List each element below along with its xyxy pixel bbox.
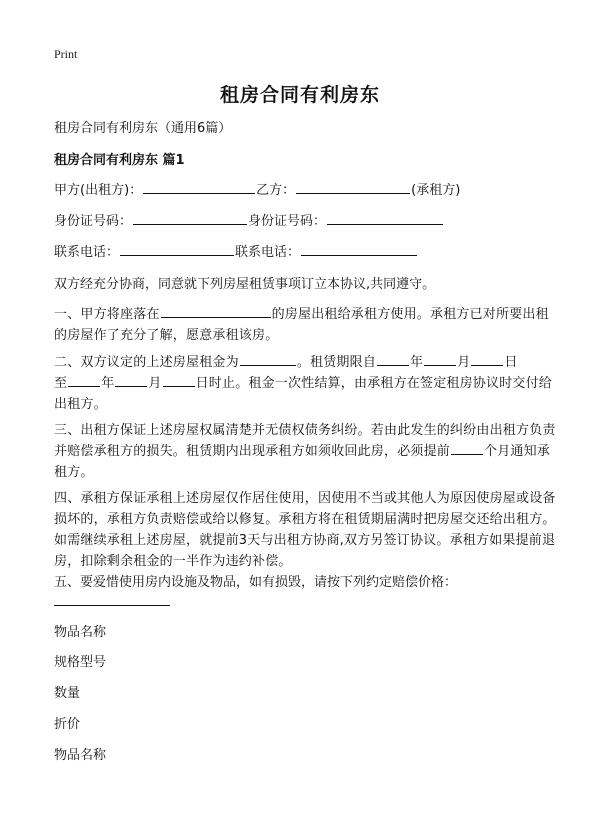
item-label: 物品名称 [54,625,107,640]
print-link[interactable]: Print [54,47,78,61]
year-label-2: 年 [101,376,115,391]
clause-1-part-b: 的房屋出租给承租方使用。承租方已对所要出租的房屋作了充分了解，愿意承租该房。 [54,307,549,343]
id-b-blank [327,211,443,225]
phone-label-a: 联系电话： [54,245,120,260]
rent-blank [240,352,296,366]
section-heading: 租房合同有利房东 篇1 [54,153,185,168]
document-subtitle: 租房合同有利房东（通用6篇） [54,121,232,136]
clause-5: 五、要爱惜使用房内设施及物品，如有损毁，请按下列约定赔偿价格： [54,575,458,590]
phone-a-blank [120,242,234,256]
month-label-1: 月 [457,355,471,370]
end-year-blank [68,373,100,387]
item-label: 数量 [54,686,81,701]
notice-months-blank [451,441,483,455]
id-a-blank [133,211,247,225]
clause-2-part-c: 日时止。租金一次性结算，由承租方在签定租房协议时交付给出租方。 [54,376,553,412]
intro-text: 双方经充分协商，同意就下列房屋租赁事项订立本协议,共同遵守。 [54,277,436,292]
clause-2-part-b: 。租赁期限自 [296,355,377,370]
item-label: 折价 [54,717,81,732]
item-label: 物品名称 [54,748,107,763]
party-b-suffix: (承租方) [411,183,461,198]
to-label: 至 [54,376,68,391]
year-label-1: 年 [410,355,424,370]
clause-3 [54,420,556,483]
phone-b-blank [301,242,417,256]
end-month-blank [115,373,147,387]
item-label: 规格型号 [54,655,107,670]
party-line [54,180,554,201]
clause-1-part-a: 一、甲方将座落在 [54,307,160,322]
clause-1 [54,304,556,346]
signature-underline [54,605,170,606]
phone-label-b: 联系电话： [235,245,301,260]
party-a-label: 甲方(出租方)： [54,183,143,198]
party-b-label: 乙方： [256,183,296,198]
clause-2-part-a: 二、双方议定的上述房屋租金为 [54,355,239,370]
phone-line [54,242,554,263]
start-day-blank [471,352,503,366]
id-line [54,211,554,232]
clause-3-part-a: 三、出租方保证上述房屋权属清楚并无债权债务纠纷。若由此发生的纠纷由出租方负责并赔偿承租方的损失。租赁期内出现承租方如须收回此房，必须提前 [54,423,556,459]
clause-3-part-b: 个月通知承租方。 [54,444,551,480]
address-blank [161,304,271,318]
page-title: 租房合同有利房东 [219,84,380,106]
party-b-blank [296,180,410,194]
id-label-b: 身份证号码： [248,214,327,229]
clause-2 [54,352,556,415]
party-a-blank [143,180,255,194]
id-label-a: 身份证号码： [54,214,133,229]
start-year-blank [377,352,409,366]
start-month-blank [424,352,456,366]
month-label-2: 月 [148,376,162,391]
day-label-1: 日 [504,355,518,370]
clause-4: 四、承租方保证承租上述房屋仅作居住使用，因使用不当或其他人为原因使房屋或设备损坏的，承租方负责赔偿或给以修复。承租方将在租赁期届满时把房屋交还给出租方。如需继续承租上述房屋，就提前3天与出租方协商,双方另签订协议。承租方如果提前退房，扣除剩余租金的一半作为违约补偿。 [54,491,556,569]
end-day-blank [163,373,195,387]
